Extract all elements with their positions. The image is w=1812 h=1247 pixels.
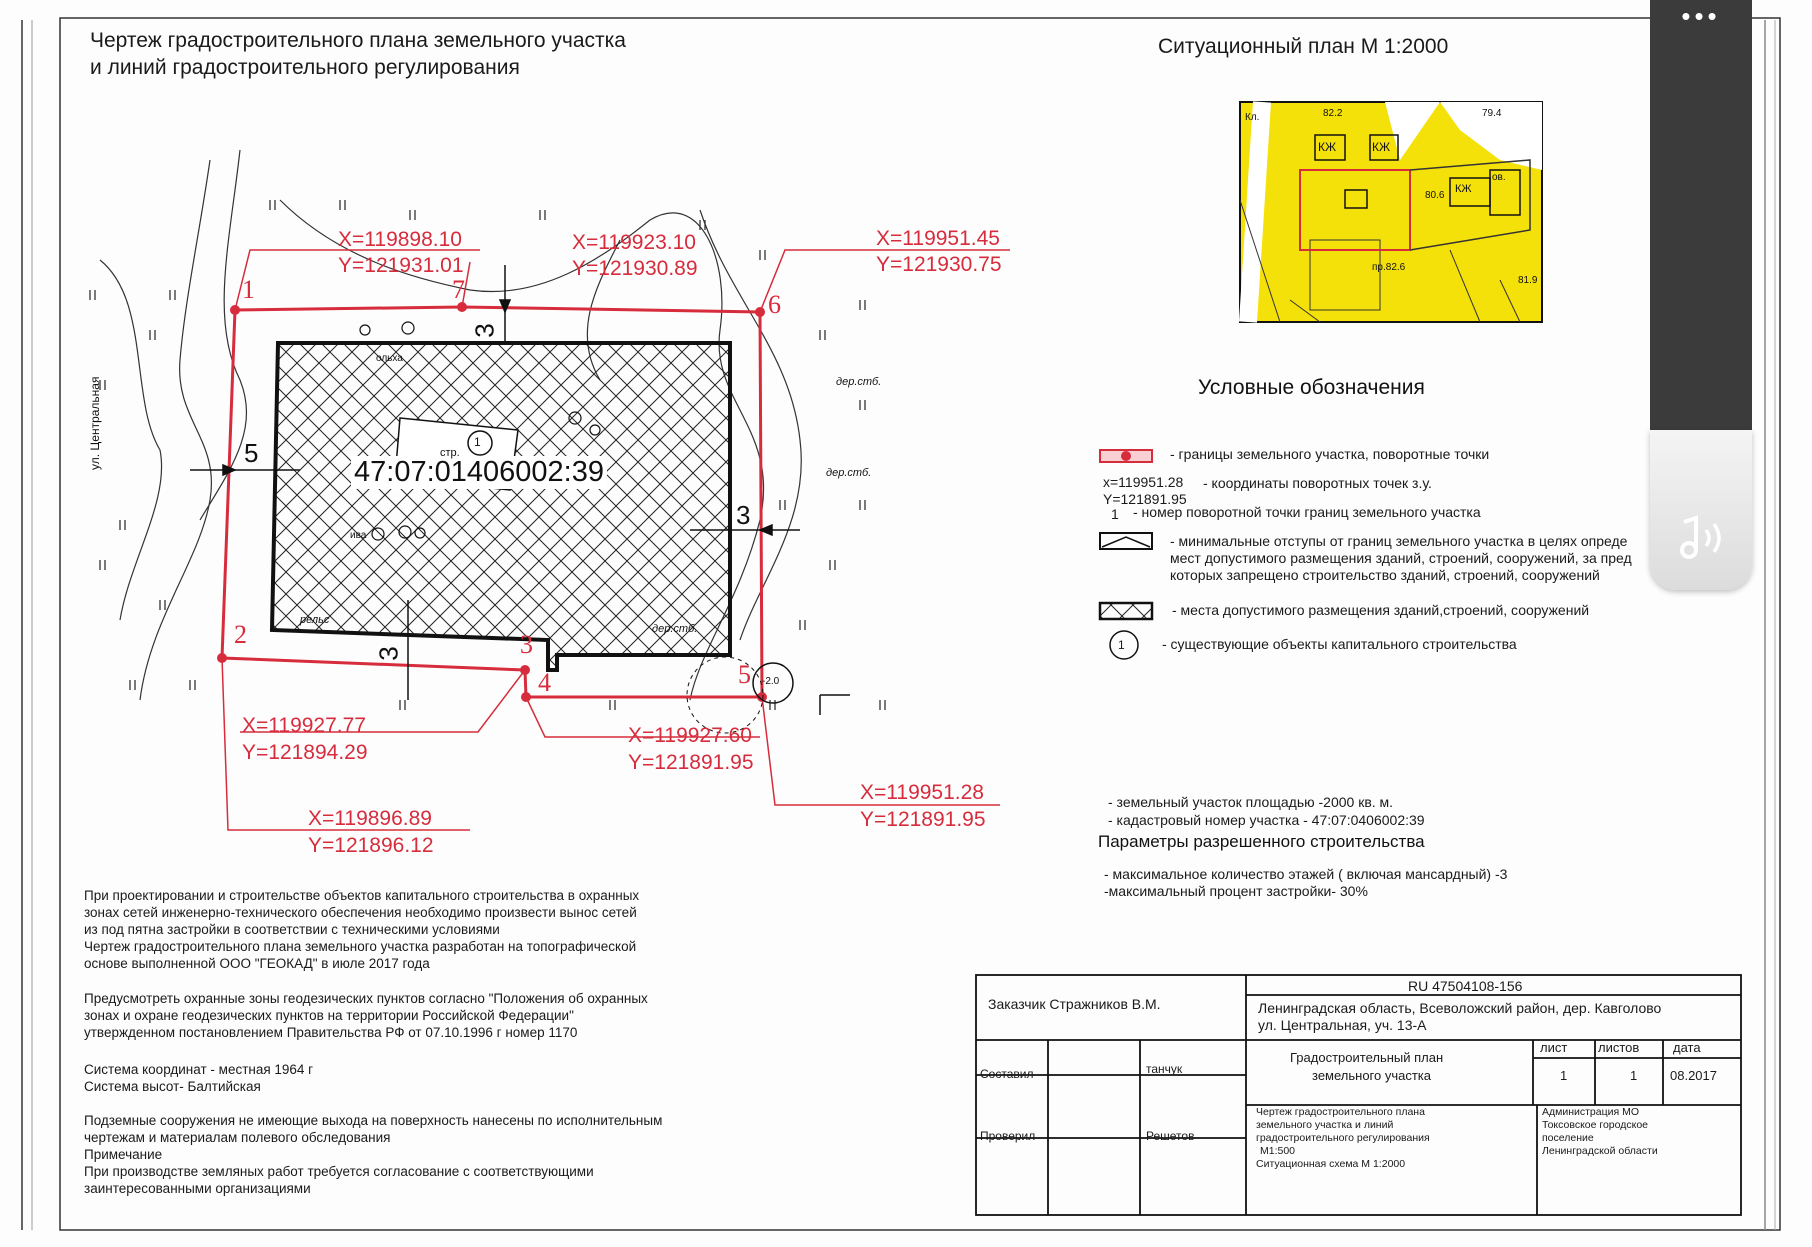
parcel-cadastral: - кадастровый номер участка - 47:07:0406002:39 [1108,812,1425,828]
point-1-y: Y=121931.01 [338,254,464,277]
point-6-x: X=119951.45 [876,227,1000,250]
stamp-composed-label: Составил [980,1067,1034,1081]
more-options-icon[interactable]: ••• [1681,1,1721,31]
sit-label-kzh-1: КЖ [1318,140,1337,154]
street-label: ул. Центральная [88,376,102,470]
note-line: зонах сетей инженерно-технического обеспечения необходимо произвести вынос сетей [84,905,637,920]
stamp-doc-title-1: Градостроительный план [1290,1050,1444,1065]
param-percent: -максимальный процент застройки- 30% [1104,883,1368,899]
legend-sample-y: Y=121891.95 [1103,491,1187,507]
parcel-area: - земельный участок площадью -2000 кв. м. [1108,794,1394,810]
stamp-org-2: Токсовское городское [1542,1119,1649,1131]
note-line: Система высот- Балтийская [84,1079,261,1094]
point-4-y: Y=121891.95 [628,751,754,774]
setback-right: 3 [736,500,751,530]
param-floors: - максимальное количество этажей ( включая мансардный) -3 [1104,866,1508,882]
sit-label-79-4: 79.4 [1482,108,1502,119]
legend-item-setbacks-2: мест допустимого размещения зданий, строений, сооружений, за пред [1170,550,1632,566]
legend-item-setbacks-1: - минимальные отступы от границ земельного участка в целях опреде [1170,533,1628,549]
sit-label-kzh-3: КЖ [1455,183,1472,195]
legend-sample-circle: 1 [1118,638,1125,652]
stamp-checked-label: Проверил [980,1129,1036,1143]
map-label-iva: ива [350,530,367,541]
params-title: Параметры разрешенного строительства [1098,832,1425,851]
situation-map [1240,102,1542,322]
stamp-contents-1: Чертеж градостроительного плана [1256,1106,1425,1118]
drawing-title-line1: Чертеж градостроительного плана земельного участка [90,29,626,52]
drawing-title-line2: и линий градостроительного регулирования [90,56,520,79]
point-number-3: 3 [520,630,533,659]
point-2-x: X=119896.89 [308,807,432,830]
map-label-minus2: -2.0 [762,676,780,687]
legend-sample-x: x=119951.28 [1103,474,1184,490]
note-line: Система координат - местная 1964 г [84,1062,314,1077]
map-label-der-stb3: дер.стб. [652,623,698,635]
sit-label-ov: ов. [1492,172,1506,183]
stamp-sheet: 1 [1560,1068,1568,1083]
point-number-7: 7 [452,275,465,304]
note-line: При производстве земляных работ требуется согласование с соответствующими [84,1164,594,1179]
stamp-contents-3: градостроительного регулирования [1256,1132,1430,1144]
audio-icon[interactable] [1670,510,1734,570]
sit-label-80-6: 80.6 [1425,190,1445,201]
stamp-org-1: Администрация МО [1542,1106,1640,1118]
map-label-der-stb1: дер.стб. [836,376,882,388]
cadastral-number-label: 47:07:01406002:39 [351,456,607,489]
stamp-contents-5: Ситуационная схема М 1:2000 [1256,1158,1406,1170]
legend-item-point-number: - номер поворотной точки границ земельного участка [1133,504,1481,520]
map-label-olkha: ольха [376,353,403,364]
point-6-y: Y=121930.75 [876,253,1002,276]
setback-bottom: 3 [373,646,404,661]
legend-item-setbacks-3: которых запрещено строительство зданий, строений, сооружений [1170,567,1600,583]
map-label-der-stb2: дер.стб. [826,467,872,479]
point-4-x: X=119927.60 [628,724,752,747]
stamp-contents-4: М1:500 [1260,1145,1296,1157]
object-number: 1 [474,435,481,449]
stamp-date-header: дата [1673,1040,1701,1055]
point-2-y: Y=121896.12 [308,834,434,857]
note-line: При проектировании и строительстве объектов капитального строительства в охранных [84,888,640,903]
point-5-y: Y=121891.95 [860,808,986,831]
stamp-address-2: ул. Центральная, уч. 13-А [1258,1017,1427,1033]
stamp-sheets: 1 [1630,1068,1638,1083]
stamp-doc-title-2: земельного участка [1312,1068,1432,1083]
note-line: Подземные сооружения не имеющие выхода на поверхность нанесены по исполнительным [84,1113,663,1128]
note-line: Чертеж градостроительного плана земельного участка разработан на топографической [84,939,637,954]
stamp-address-1: Ленинградская область, Всеволожский район, дер. Кавголово [1258,1000,1662,1016]
stamp-org-3: поселение [1542,1132,1594,1144]
panel-dark-area [1650,0,1752,430]
note-line: основе выполненной ООО "ГЕОКАД" в июле 2017 года [84,956,430,971]
legend-item-existing: - существующие объекты капитального строительства [1162,636,1517,652]
point-7-y: Y=121930.89 [572,257,698,280]
stamp-contents-2: земельного участка и линий [1256,1119,1394,1131]
stamp-sheet-header: лист [1540,1040,1568,1055]
note-line: зонах и охране геодезических пунктов на территории Российской Федерации" [84,1008,574,1023]
map-label-relse: рельс [300,614,330,626]
note-line: Примечание [84,1147,163,1162]
point-number-6: 6 [768,290,781,319]
legend-sample-n: 1 [1111,506,1119,522]
stamp-date: 08.2017 [1670,1068,1717,1083]
stamp-doc-number: RU 47504108-156 [1408,978,1523,994]
sit-label-kl: Кл. [1245,112,1260,123]
point-number-2: 2 [234,620,247,649]
point-number-4: 4 [538,668,551,697]
point-number-5: 5 [738,660,751,689]
setback-left: 5 [244,438,259,468]
point-1-x: X=119898.10 [338,228,462,251]
note-line: чертежам и материалам полевого обследования [84,1130,391,1145]
allowed-building-zone [272,343,730,670]
sit-label-82-2: 82.2 [1323,108,1343,119]
note-line: из под пятна застройки в соответствии с техническими условиями [84,922,500,937]
point-7-x: X=119923.10 [572,231,696,254]
sit-label-81-9: 81.9 [1518,275,1538,286]
legend-item-coords: - координаты поворотных точек з.у. [1203,475,1432,491]
point-5-x: X=119951.28 [860,781,984,804]
setback-top: 3 [469,323,500,338]
point-3-x: X=119927.77 [242,714,366,737]
viewer-side-panel [1650,0,1752,590]
point-3-y: Y=121894.29 [242,741,368,764]
situation-plan-title: Ситуационный план М 1:2000 [1158,35,1449,58]
note-line: Предусмотреть охранные зоны геодезических пунктов согласно "Положения об охранных [84,991,648,1006]
stamp-sheets-header: листов [1598,1040,1640,1055]
stamp-checked-by: Решетов [1146,1129,1195,1143]
note-line: утвержденном постановлением Правительства РФ от 07.10.1996 г номер 1170 [84,1025,578,1040]
note-line: заинтересованными организациями [84,1181,311,1196]
object-label: стр. [440,447,460,459]
sit-label-kzh-2: КЖ [1372,140,1391,154]
stamp-org-4: Ленинградской области [1542,1145,1658,1157]
stamp-composed-by: танчук [1146,1062,1183,1076]
sit-label-pr: пр.82.6 [1372,262,1406,273]
legend-item-allowed-zone: - места допустимого размещения зданий,строений, сооружений [1172,602,1590,618]
well-circle [687,657,763,733]
legend-item-boundary: - границы земельного участка, поворотные точки [1170,446,1490,462]
legend-title: Условные обозначения [1198,376,1425,399]
stamp-customer: Заказчик Стражников В.М. [988,996,1161,1012]
point-number-1: 1 [242,275,255,304]
